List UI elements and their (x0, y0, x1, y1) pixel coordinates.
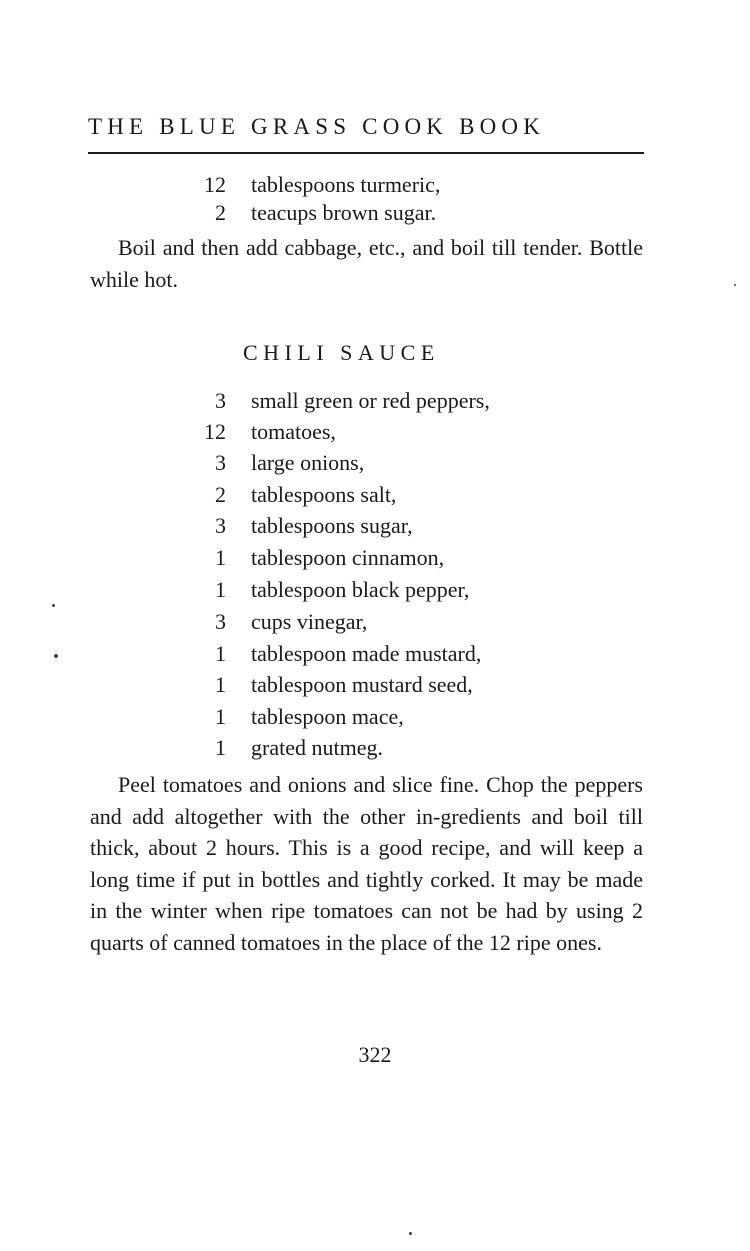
ingredient-quantity: 1 (215, 704, 226, 729)
ingredient-text: tablespoons turmeric, (251, 172, 441, 197)
ingredient-quantity: 2 (215, 200, 226, 225)
ingredient-text: teacups brown sugar. (251, 200, 437, 225)
scan-speck (54, 654, 58, 658)
ingredient-quantity: 1 (215, 672, 226, 697)
ingredient-line (0, 170, 750, 200)
ingredient-quantity: 1 (215, 735, 226, 760)
ingredient-quantity: 1 (215, 641, 226, 666)
scan-speck (52, 604, 55, 607)
ingredient-line (0, 386, 750, 416)
ingredient-line (0, 702, 750, 732)
header-rule (88, 152, 644, 154)
recipe-title: CHILI SAUCE (243, 340, 440, 365)
ingredient-quantity: 3 (215, 609, 226, 634)
ingredient-line (0, 448, 750, 478)
ingredient-line (0, 417, 750, 447)
ingredient-text: tablespoon cinnamon, (251, 545, 445, 570)
ingredient-text: tablespoon black pepper, (251, 577, 470, 602)
ingredient-line (0, 543, 750, 573)
ingredient-text: tomatoes, (251, 419, 336, 444)
ingredient-text: large onions, (251, 450, 365, 475)
ingredient-line (0, 480, 750, 510)
ingredient-quantity: 3 (215, 513, 226, 538)
ingredient-line (0, 670, 750, 700)
ingredient-text: tablespoons salt, (251, 482, 397, 507)
recipe-directions: Peel tomatoes and onions and slice fine. Chop the peppers and add altogether with the other in-gredients and boil till thick, about 2 hours. This is a good recipe, and will keep a long time if put in bottles and tightly corked. It may be made in the winter when ripe tomatoes can not be had by using 2 quarts of canned tomatoes in the place of the 12 ripe ones. (90, 772, 643, 955)
ingredient-quantity: 12 (204, 419, 226, 444)
page-number: 322 (358, 1042, 392, 1067)
ingredient-text: cups vinegar, (251, 609, 368, 634)
ingredient-text: small green or red peppers, (251, 388, 490, 413)
continued-directions: Boil and then add cabbage, etc., and boil till tender. Bottle while hot. (90, 235, 643, 292)
ingredient-text: tablespoon made mustard, (251, 641, 482, 666)
ingredient-line (0, 607, 750, 637)
ingredient-line (0, 575, 750, 605)
running-header: THE BLUE GRASS COOK BOOK (88, 114, 546, 139)
ingredient-quantity: 3 (215, 388, 226, 413)
ingredient-line (0, 511, 750, 541)
ingredient-quantity: 3 (215, 450, 226, 475)
ingredient-quantity: 1 (215, 545, 226, 570)
scan-speck (734, 284, 736, 286)
scan-speck (409, 1232, 412, 1235)
ingredient-quantity: 1 (215, 577, 226, 602)
ingredient-line (0, 198, 750, 228)
ingredient-line (0, 733, 750, 763)
ingredient-text: tablespoon mace, (251, 704, 404, 729)
ingredient-text: tablespoons sugar, (251, 513, 413, 538)
ingredient-line (0, 639, 750, 669)
ingredient-text: tablespoon mustard seed, (251, 672, 473, 697)
ingredient-quantity: 12 (204, 172, 226, 197)
ingredient-quantity: 2 (215, 482, 226, 507)
ingredient-text: grated nutmeg. (251, 735, 383, 760)
